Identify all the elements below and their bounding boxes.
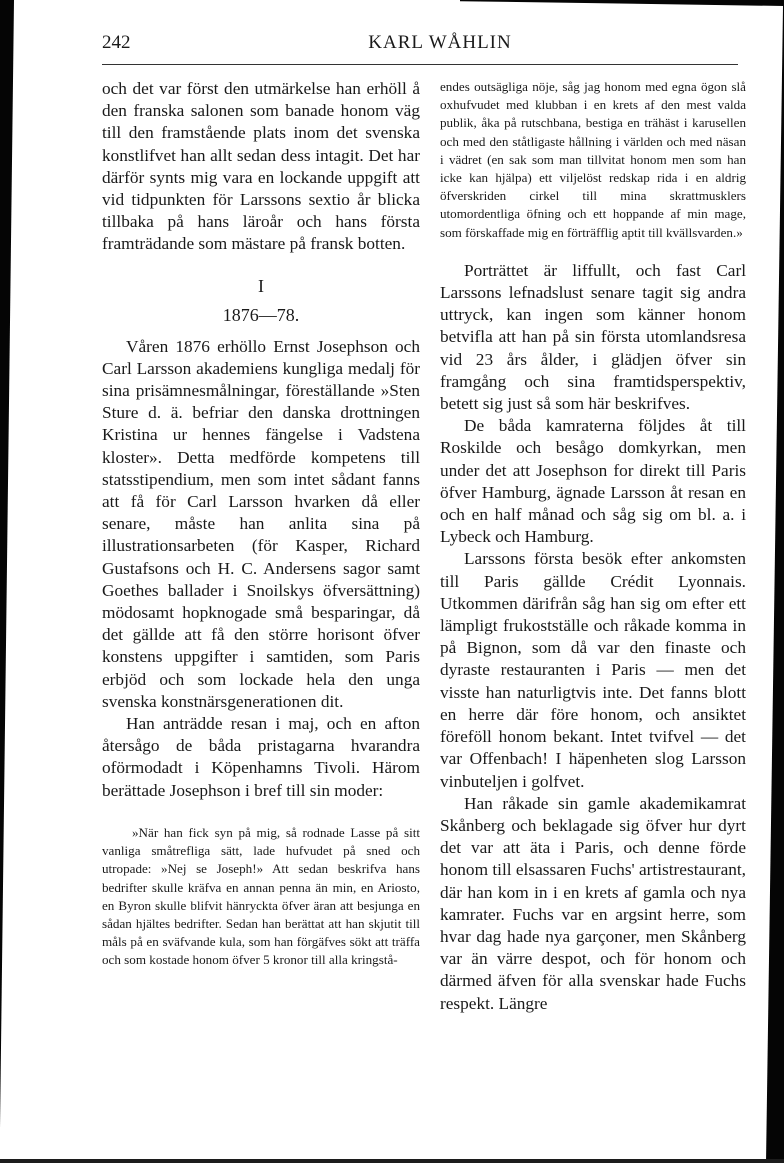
scan-border-left <box>0 0 14 1163</box>
scan-border-bottom <box>0 1159 784 1163</box>
paragraph: De båda kamraterna följdes åt till Roskilde och besågo domkyrkan, men under det att Josephson for direkt till Paris öfver Hamburg, ägnade Larsson åt resan en och en half månad och såg sig om bl. a. i Lybeck och Hamburg. <box>440 416 746 547</box>
left-column <box>102 78 420 970</box>
paragraph: och det var först den utmärkelse han erhöll å den franska salonen som banade honom väg till den framstående plats inom det svenska konstlifvet han allt sedan dess intagit. Det har därför synts mig vara en lockande uppgift att vid tidpunkten för Larssons sextio år blicka tillbaka på hans läroår och hans första framträdande som mästare på fransk botten. <box>102 79 420 254</box>
book-page <box>102 24 746 1013</box>
paragraph: Han anträdde resan i maj, och en afton återsågo de båda pristagarna hvarandra oförmodadt i Köpenhamns Tivoli. Härom berättade Josephson i bref till sin moder: <box>102 714 420 800</box>
quotation-continued: endes outsägliga nöje, såg jag honom med egna ögon slå oxhufvudet med klubban i en krets af den mest valda publik, åka på rutschbana, bestiga en trähäst i karusellen och med den ståtligaste hållning i världen och med näsan i vädret (en sak som man tillvitat honom men som han icke kan hjälpa) ett viljelöst redskap rida i en aldrig öfverskriden cirkel till mina skrattmusklers utomordentliga öfning och ett hoppande af min mage, som förskaffade mig en förträfflig aptit till kvällsvarden.» <box>440 79 746 240</box>
paragraph: Porträttet är liffullt, och fast Carl Larssons lefnadslust senare tagit sig andra uttryck, kan ingen som känner honom betvifla att han på sin första utomlandsresa vid 23 års ålder, i glädjen öfver sin framgång och sina framtidsperspektiv, betett sig just så som här beskrifves. <box>440 260 746 414</box>
quotation: »När han fick syn på mig, så rodnade Lasse på sitt vanliga småtrefliga sätt, lade hufvudet på sned och utropade: »Nej se Joseph!» Att sedan beskrifva hans bedrifter skulle kräfva en annan penna än min, en Ariosto, en Byron skulle blifvit hänryckta öfver äran att besjunga en sådan hjältes bedrifter. Sedan han berättat att han skjutit till måls på en sväfvande kula, som han förgäfves sökt att träffa och som kostade honom öfver 5 kronor till alla kringstå- <box>102 824 420 968</box>
page-number: 242 <box>102 32 131 53</box>
paragraph: Våren 1876 erhöllo Ernst Josephson och Carl Larsson akademiens kungliga medalj för sina prisämnesmålningar, föreställande »Sten Sture d. ä. befriar den danska drottningen Kristina ur hennes fängelse i Vadstena kloster». Detta medförde kompetens till statsstipendium, men som intet sådant fanns att få för Carl Larsson hvarken då eller senare, måste han anlita sina på illustrationsarbeten (för Kasper, Richard Gustafsons och H. C. Andersens sagor samt Goethes ballader i Snoilskys öfversättning) mödosamt hopknogade små besparingar, då det gällde att få den större horisont öfver konstens uppgifter i samtiden, som Paris erbjöd och som lockade hela den unga svenska konstnärsgenerationen dit. <box>102 336 420 711</box>
right-column <box>440 78 746 1015</box>
section-numeral: I <box>258 275 264 296</box>
paragraph: Larssons första besök efter ankomsten till Paris gällde Crédit Lyonnais. Utkommen därifrån såg han sig om efter ett lämpligt frukostställe och råkade komma in på Bignon, som då var den finaste och dyraste restauranten i Paris — men det visste han naturligtvis inte. Det fanns blott en herre där före honom, och ansiktet föreföll honom bekant. Intet tvifvel — det var Offenbach! I häpenheten slog Larsson vinbuteljen i golfvet. <box>440 549 746 791</box>
running-title: KARL WÅHLIN <box>368 32 512 53</box>
paragraph: Han råkade sin gamle akademikamrat Skånberg och beklagade sig öfver hur dyrt det var att äta i Paris, och denne förde honom till elsassaren Fuchs' artistrestaurant, där han kom in i en krets af gamla och nya kamrater. Fuchs var en argsint herre, som hvar dag hade nya garçoner, men Skånberg var än värre despot, och för honom och därmed äfven för alla svenskar hade Fuchs respekt. Längre <box>440 793 746 1013</box>
scan-border-right <box>766 0 784 1163</box>
scan-border-top <box>460 0 784 6</box>
section-dates: 1876—78. <box>222 304 300 325</box>
running-head <box>102 24 738 65</box>
